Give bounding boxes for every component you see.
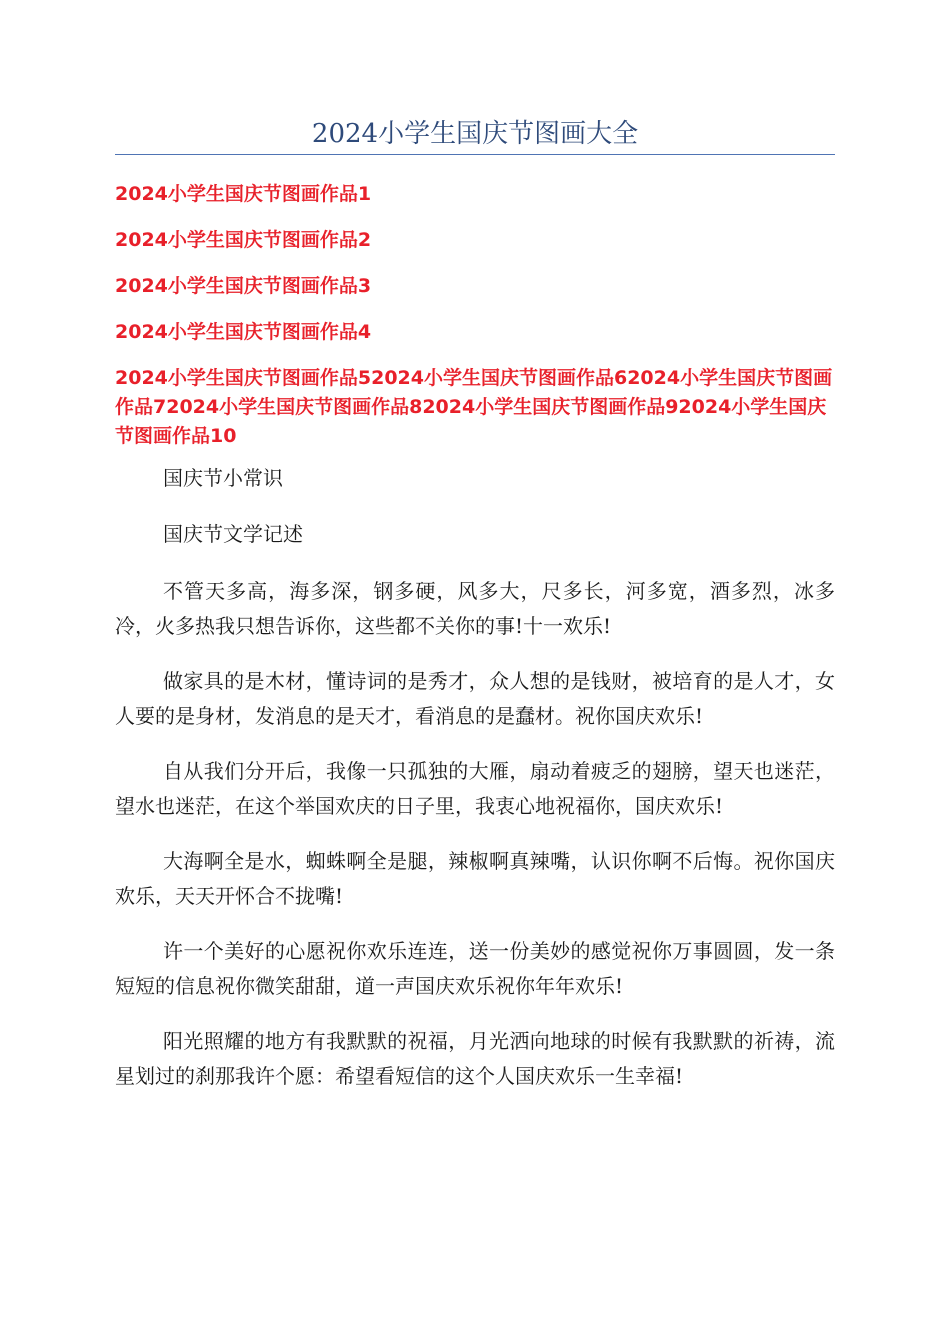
title-divider [115,154,835,155]
toc-items-5-to-10[interactable]: 2024小学生国庆节图画作品52024小学生国庆节图画作品62024小学生国庆节图画作品72024小学生国庆节图画作品82024小学生国庆节图画作品92024小学生国庆节图画作品10 [115,367,833,447]
document-title: 2024小学生国庆节图画大全 [311,119,639,149]
paragraph-2: 做家具的是木材，懂诗词的是秀才，众人想的是钱财，被培育的是人才，女人要的是身材，发消息的是天才，看消息的是蠢材。祝你国庆欢乐! [115,669,835,728]
paragraph-4: 大海啊全是水，蜘蛛啊全是腿，辣椒啊真辣嘴，认识你啊不后悔。祝你国庆欢乐，天天开怀合不拢嘴! [115,849,835,908]
document-body [115,462,835,1114]
section-heading-trivia: 国庆节小常识 [163,466,283,490]
toc-item-2[interactable]: 2024小学生国庆节图画作品2 [115,229,372,251]
table-of-contents [115,180,835,451]
paragraph-1: 不管天多高，海多深，钢多硬，风多大，尺多长，河多宽，酒多烈，冰多冷，火多热我只想告诉你，这些都不关你的事!十一欢乐! [115,579,835,638]
toc-item-3[interactable]: 2024小学生国庆节图画作品3 [115,275,372,297]
paragraph-5: 许一个美好的心愿祝你欢乐连连，送一份美妙的感觉祝你万事圆圆，发一条短短的信息祝你微笑甜甜，道一声国庆欢乐祝你年年欢乐! [115,939,835,998]
toc-item-1[interactable]: 2024小学生国庆节图画作品1 [115,183,372,205]
section-heading-literature: 国庆节文学记述 [163,522,303,546]
paragraph-3: 自从我们分开后，我像一只孤独的大雁，扇动着疲乏的翅膀，望天也迷茫，望水也迷茫，在这个举国欢庆的日子里，我衷心地祝福你，国庆欢乐! [115,759,835,818]
toc-item-4[interactable]: 2024小学生国庆节图画作品4 [115,321,372,343]
paragraph-6: 阳光照耀的地方有我默默的祝福，月光洒向地球的时候有我默默的祈祷，流星划过的刹那我许个愿：希望看短信的这个人国庆欢乐一生幸福! [115,1029,835,1088]
